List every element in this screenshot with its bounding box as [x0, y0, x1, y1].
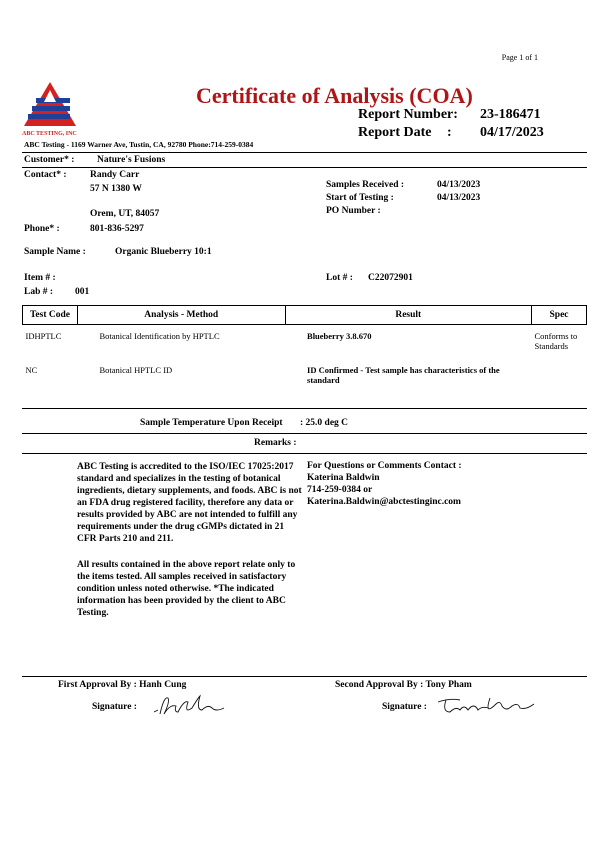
- first-signature: [150, 690, 230, 725]
- col-header-spec: Spec: [532, 306, 587, 325]
- lot-number-label: Lot # :: [326, 273, 353, 283]
- item-number-label: Item # :: [24, 273, 56, 283]
- first-signature-label: Signature :: [92, 702, 137, 712]
- contact-address-line2: Orem, UT, 84057: [90, 209, 160, 219]
- customer-divider: [22, 167, 587, 168]
- temperature-label: Sample Temperature Upon Receipt: [140, 418, 283, 428]
- first-signature-image: [150, 690, 230, 720]
- spec-cell: Conforms to Standards: [534, 331, 578, 351]
- result-cell: Blueberry 3.8.670: [307, 331, 372, 341]
- temperature-divider: [22, 433, 587, 434]
- second-signature: [436, 692, 536, 725]
- test-code-cell: NC: [25, 364, 38, 375]
- logo-triangle-icon: [22, 80, 78, 128]
- contact-address-line1: 57 N 1380 W: [90, 184, 142, 194]
- test-code-cell: IDHPTLC: [25, 331, 62, 341]
- table-row: [23, 325, 587, 363]
- samples-received-label: Samples Received :: [326, 180, 405, 190]
- samples-received-date: 04/13/2023: [437, 180, 481, 190]
- second-signature-label: Signature :: [382, 702, 427, 712]
- lab-number: 001: [75, 287, 90, 297]
- results-note-text: All results contained in the above report relate only to the items tested. All samples received in satisfactory condition unless noted otherwise. *The indicated information has been provided by the client to ABC Testing.: [77, 560, 296, 618]
- remarks-label: Remarks :: [254, 438, 297, 448]
- start-testing-label: Start of Testing :: [326, 193, 394, 203]
- result-cell: ID Confirmed - Test sample has characteristics of the standard: [307, 364, 500, 385]
- report-date-label: Report Date: [358, 125, 432, 140]
- first-approval-label: First Approval By : Hanh Cung: [58, 680, 187, 690]
- second-approval-label: Second Approval By : Tony Pham: [335, 680, 472, 690]
- lab-number-label: Lab # :: [24, 287, 54, 297]
- questions-title: For Questions or Comments Contact :: [307, 461, 462, 471]
- report-date: 04/17/2023: [480, 125, 544, 140]
- spec-cell: [532, 363, 587, 407]
- phone-value: 801-836-5297: [90, 224, 144, 234]
- table-bottom-divider: [22, 408, 587, 409]
- col-header-analysis-method: Analysis - Method: [77, 306, 285, 325]
- start-testing-date: 04/13/2023: [437, 193, 481, 203]
- contact-label: Contact* :: [24, 170, 67, 180]
- sample-name: Organic Blueberry 10:1: [115, 247, 212, 257]
- results-table: [22, 305, 587, 407]
- contact-name: Randy Carr: [90, 170, 140, 180]
- phone-label: Phone* :: [24, 224, 60, 234]
- abc-testing-logo: [22, 80, 78, 138]
- table-header-row: [23, 306, 587, 325]
- temperature-value: : 25.0 deg C: [300, 418, 349, 428]
- col-header-test-code: Test Code: [23, 306, 78, 325]
- logo-text: ABC TESTING, INC: [22, 131, 77, 137]
- questions-contact-email: Katerina.Baldwin@abctestinginc.com: [307, 497, 461, 507]
- method-cell: Botanical Identification by HPTLC: [99, 331, 220, 341]
- lot-number: C22072901: [368, 273, 413, 283]
- table-row: [23, 363, 587, 407]
- remarks-divider: [22, 453, 587, 454]
- approval-divider: [22, 676, 587, 677]
- accreditation-text: ABC Testing is accredited to the ISO/IEC 17025:2017 standard and specializes in the testing of botanical ingredients, dietary supplements, and foods. ABC is not an FDA drug registered facility, therefore any data or results provided by ABC are not intended to fulfill any requirements under the drug cGMPs dictated in 21 CFR Parts 210 and 211.: [77, 462, 302, 544]
- page-number: Page 1 of 1: [501, 53, 538, 62]
- questions-contact-phone: 714-259-0384 or: [307, 485, 373, 495]
- lab-address: ABC Testing - 1169 Warner Ave, Tustin, CA, 92780 Phone:714-259-0384: [24, 140, 254, 149]
- report-date-colon: :: [447, 125, 452, 140]
- customer-value: Nature's Fusions: [97, 155, 166, 165]
- sample-name-label: Sample Name :: [24, 247, 86, 257]
- document-title: Certificate of Analysis (COA): [196, 83, 473, 108]
- col-header-result: Result: [285, 306, 531, 325]
- questions-contact-name: Katerina Baldwin: [307, 473, 380, 483]
- method-cell: Botanical HPTLC ID: [99, 364, 173, 375]
- po-number-label: PO Number :: [326, 206, 381, 216]
- header-divider: [22, 152, 587, 153]
- report-number-label: Report Number:: [358, 107, 458, 122]
- report-number: 23-186471: [480, 107, 541, 122]
- customer-label: Customer* :: [24, 155, 75, 165]
- second-signature-image: [436, 692, 536, 720]
